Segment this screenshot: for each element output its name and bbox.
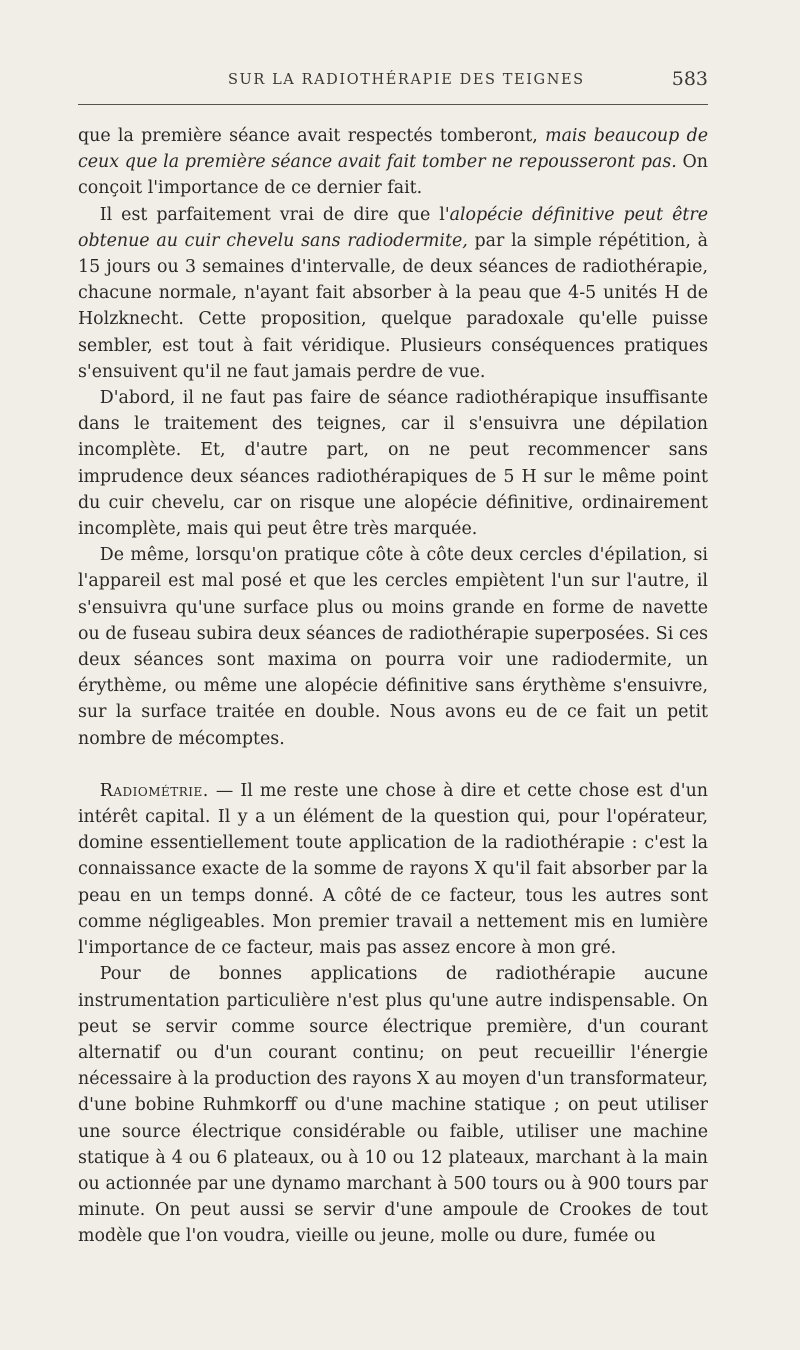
paragraph-4: De même, lorsqu'on pratique côte à côte deux cercles d'épilation, si l'appareil est mal posé et que les cercles empiètent l'un sur l'autre, il s'ensuivra qu'une surface plus ou moins grande en forme de navette ou de fuseau subira deux séances de radiothérapie superposées. Si ces deux séances sont maxima on pourra voir une radiodermite, un érythème, ou même une alopécie définitive sans érythème s'ensuivre, sur la surface traitée en double. Nous avons eu de ce fait un petit nombre de mécomptes. bbox=[78, 545, 708, 749]
paragraph-5 bbox=[78, 778, 708, 961]
p2-text-a: Il est parfaitement vrai de dire que l' bbox=[99, 204, 450, 225]
p2-italic: alopécie définitive peut être obtenue au cuir chevelu sans radiodermite, bbox=[78, 204, 708, 251]
section-heading-radiometrie: Radiométrie. bbox=[99, 780, 209, 801]
paragraph-2 bbox=[78, 202, 708, 385]
p2-text-c: par la simple répétition, à 15 jours ou 3 semaines d'intervalle, de deux séances de radiothérapie, chacune normale, n'ayant fait absorber à la peau que 4-5 unités H de Holzknecht. Cette proposition, quelque paradoxale qu'elle puisse sembler, est tout à fait véridique. Plusieurs conséquences pratiques s'ensuivent qu'il ne faut jamais perdre de vue. bbox=[78, 230, 708, 382]
p1-text-c: On conçoit l'importance de ce dernier fait. bbox=[78, 152, 708, 199]
page-header bbox=[78, 68, 708, 96]
page-number: 583 bbox=[671, 68, 708, 90]
p1-italic: mais beaucoup de ceux que la première séance avait fait tomber ne repousseront pas. bbox=[78, 126, 708, 173]
paragraph-3: D'abord, il ne faut pas faire de séance radiothérapique insuffisante dans le traitement des teignes, car il s'ensuivra une dépilation incomplète. Et, d'autre part, on ne peut recommencer sans imprudence deux séances radiothérapiques de 5 H sur le même point du cuir chevelu, car on risque une alopécie définitive, ordinairement incomplète, mais qui peut être très marquée. bbox=[78, 388, 708, 540]
paragraph-1 bbox=[78, 123, 708, 202]
p1-text-a: que la première séance avait respectés tomberont, bbox=[78, 126, 546, 146]
header-rule bbox=[78, 104, 708, 105]
body-text bbox=[78, 123, 708, 1250]
running-title: SUR LA RADIOTHÉRAPIE DES TEIGNES bbox=[228, 72, 585, 88]
paragraph-6: Pour de bonnes applications de radiothérapie aucune instrumentation particulière n'est plus qu'une autre indispensable. On peut se servir comme source électrique première, d'un courant alternatif ou d'un courant continu; on peut recueillir l'énergie nécessaire à la production des rayons X au moyen d'un transformateur, d'une bobine Ruhmkorff ou d'une machine statique ; on peut utiliser une source électrique considérable ou faible, utiliser une machine statique à 4 ou 6 plateaux, ou à 10 ou 12 plateaux, marchant à la main ou actionnée par une dynamo marchant à 500 tours ou à 900 tours par minute. On peut aussi se servir d'une ampoule de Crookes de tout modèle que l'on voudra, vieille ou jeune, molle ou dure, fumée ou bbox=[78, 964, 708, 1247]
p5-text: — Il me reste une chose à dire et cette chose est d'un intérêt capital. Il y a un élément de la question qui, pour l'opérateur, domine essentiellement toute application de la radiothérapie : c'est la connaissance exacte de la somme de rayons X qu'il fait absorber par la peau en un temps donné. A côté de ce facteur, tous les autres sont comme négligeables. Mon premier travail a nettement mis en lumière l'importance de ce facteur, mais pas assez encore à mon gré. bbox=[78, 780, 708, 959]
